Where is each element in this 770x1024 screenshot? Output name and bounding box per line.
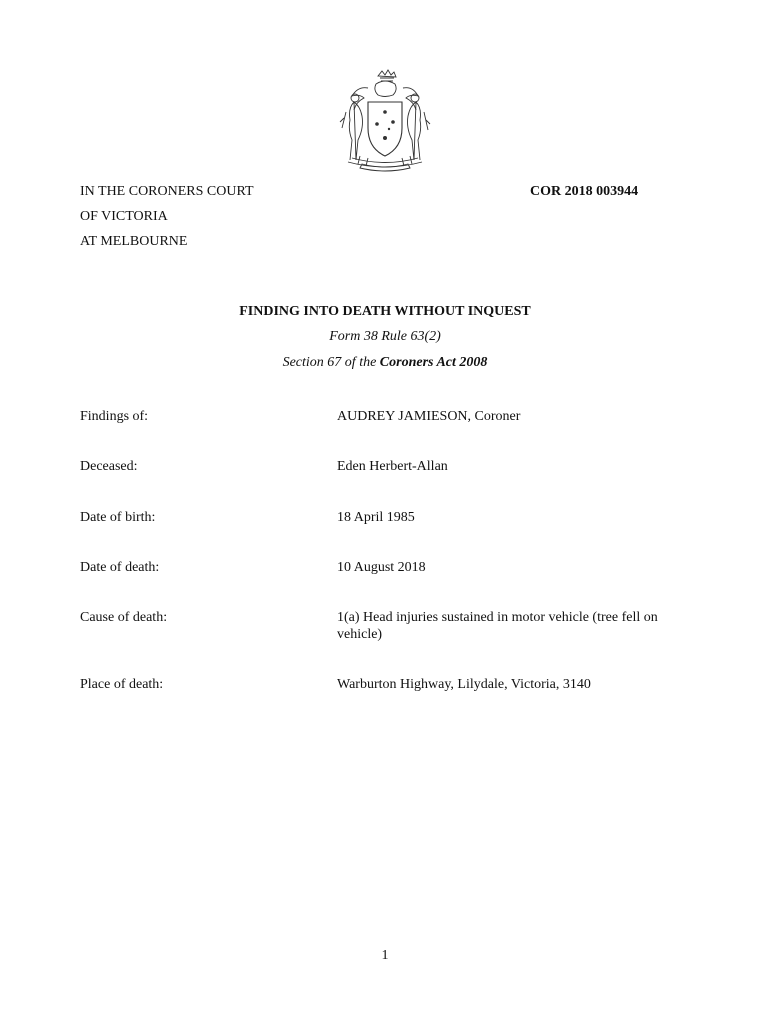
deceased-value: Eden Herbert-Allan xyxy=(337,459,448,474)
document-title: FINDING INTO DEATH WITHOUT INQUEST xyxy=(239,304,531,319)
date-of-birth-value: 18 April 1985 xyxy=(337,510,415,525)
findings-of-label: Findings of: xyxy=(80,409,149,424)
deceased-label: Deceased: xyxy=(80,459,138,474)
cause-of-death-value: 1(a) Head injuries sustained in motor vehicle (tree fell on vehicle) xyxy=(337,610,658,642)
coat-of-arms-icon xyxy=(338,68,432,172)
case-number: COR 2018 003944 xyxy=(530,184,639,199)
findings-of-value: AUDREY JAMIESON, Coroner xyxy=(337,409,521,424)
cause-of-death-label: Cause of death: xyxy=(80,610,168,625)
section-prefix: Section 67 of the xyxy=(282,355,380,370)
place-of-death-value: Warburton Highway, Lilydale, Victoria, 3140 xyxy=(337,677,591,692)
date-of-death-value: 10 August 2018 xyxy=(337,560,426,575)
act-name: Coroners Act 2008 xyxy=(379,355,488,370)
date-of-death-label: Date of death: xyxy=(80,560,160,575)
place-of-death-label: Place of death: xyxy=(80,677,164,692)
page-number: 1 xyxy=(381,948,389,963)
date-of-birth-label: Date of birth: xyxy=(80,510,156,525)
court-name-line-1: IN THE CORONERS COURT xyxy=(80,184,254,199)
court-name-line-2: OF VICTORIA xyxy=(80,209,168,224)
form-rule-subtitle: Form 38 Rule 63(2) xyxy=(329,329,441,344)
court-location-line: AT MELBOURNE xyxy=(80,234,188,249)
section-subtitle xyxy=(0,355,770,371)
